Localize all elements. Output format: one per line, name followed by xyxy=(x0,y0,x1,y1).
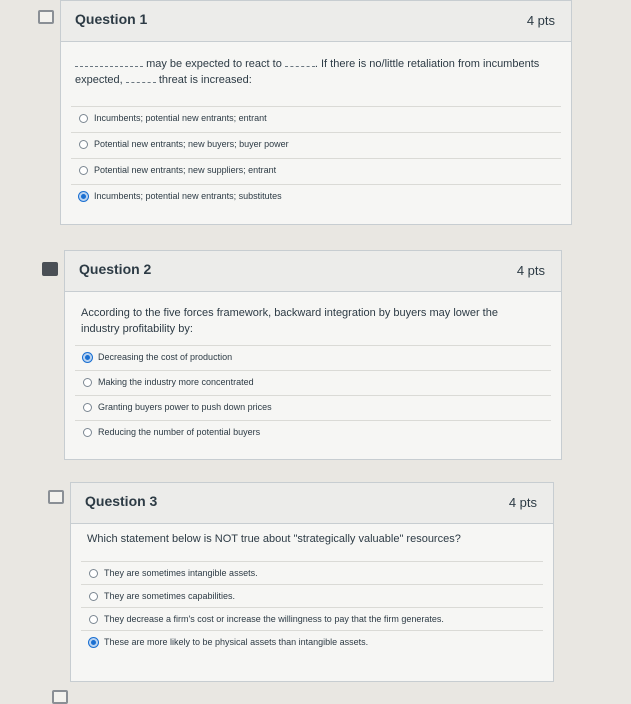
question-1-header xyxy=(61,1,571,42)
question-2-option-1[interactable] xyxy=(75,345,551,368)
question-1-stem: may be expected to react to . If there is no/little retaliation from incumbents expected, threat is increased: xyxy=(75,58,540,86)
question-1-title: Question 1 xyxy=(75,11,148,27)
radio-button-icon[interactable] xyxy=(89,569,98,578)
question-1-option-3[interactable] xyxy=(71,158,561,181)
option-label: Potential new entrants; new suppliers; entrant xyxy=(94,165,277,175)
question-2-title: Question 2 xyxy=(79,261,152,277)
radio-button-icon[interactable] xyxy=(79,140,88,149)
radio-button-icon[interactable] xyxy=(79,114,88,123)
question-1-points: 4 pts xyxy=(526,13,555,28)
radio-button-icon[interactable] xyxy=(83,428,92,437)
question-2-stem: According to the five forces framework, backward integration by buyers may lower the industry profitability by: xyxy=(81,307,498,335)
question-3-card xyxy=(70,482,554,682)
question-2-points: 4 pts xyxy=(516,263,545,278)
question-2-option-2[interactable] xyxy=(75,370,551,393)
option-label: They are sometimes capabilities. xyxy=(104,591,236,601)
option-label: These are more likely to be physical assets than intangible assets. xyxy=(104,637,369,647)
flag-question-4-icon[interactable] xyxy=(52,690,68,704)
option-label: Decreasing the cost of production xyxy=(98,352,233,362)
flag-question-1-icon[interactable] xyxy=(38,10,54,24)
question-3-header xyxy=(71,483,553,524)
option-label: Making the industry more concentrated xyxy=(98,377,254,387)
question-3-option-2[interactable] xyxy=(81,584,543,607)
question-1-option-2[interactable] xyxy=(71,132,561,155)
flag-question-2-icon[interactable] xyxy=(42,262,58,276)
radio-button-selected-icon[interactable] xyxy=(83,353,92,362)
question-1-card xyxy=(60,0,572,225)
radio-button-icon[interactable] xyxy=(89,592,98,601)
option-label: Potential new entrants; new buyers; buyer power xyxy=(94,139,289,149)
radio-button-icon[interactable] xyxy=(83,378,92,387)
question-2-card xyxy=(64,250,562,460)
question-3-option-1[interactable] xyxy=(81,561,543,584)
option-label: Incumbents; potential new entrants; substitutes xyxy=(94,191,282,201)
question-1-option-1[interactable] xyxy=(71,106,561,129)
option-label: Incumbents; potential new entrants; entrant xyxy=(94,113,267,123)
question-2-option-4[interactable] xyxy=(75,420,551,443)
question-2-option-3[interactable] xyxy=(75,395,551,418)
radio-button-selected-icon[interactable] xyxy=(89,638,98,647)
option-label: They decrease a firm's cost or increase the willingness to pay that the firm generates. xyxy=(104,614,444,624)
option-label: Reducing the number of potential buyers xyxy=(98,427,261,437)
radio-button-icon[interactable] xyxy=(79,166,88,175)
question-3-points: 4 pts xyxy=(508,495,537,510)
flag-question-3-icon[interactable] xyxy=(48,490,64,504)
question-3-option-3[interactable] xyxy=(81,607,543,630)
radio-button-selected-icon[interactable] xyxy=(79,192,88,201)
question-3-stem: Which statement below is NOT true about "strategically valuable" resources? xyxy=(87,533,461,545)
radio-button-icon[interactable] xyxy=(83,403,92,412)
option-label: Granting buyers power to push down prices xyxy=(98,402,272,412)
option-label: They are sometimes intangible assets. xyxy=(104,568,258,578)
radio-button-icon[interactable] xyxy=(89,615,98,624)
question-1-option-4[interactable] xyxy=(71,184,561,207)
question-3-option-4[interactable] xyxy=(81,630,543,653)
question-2-header xyxy=(65,251,561,292)
question-3-title: Question 3 xyxy=(85,493,158,509)
